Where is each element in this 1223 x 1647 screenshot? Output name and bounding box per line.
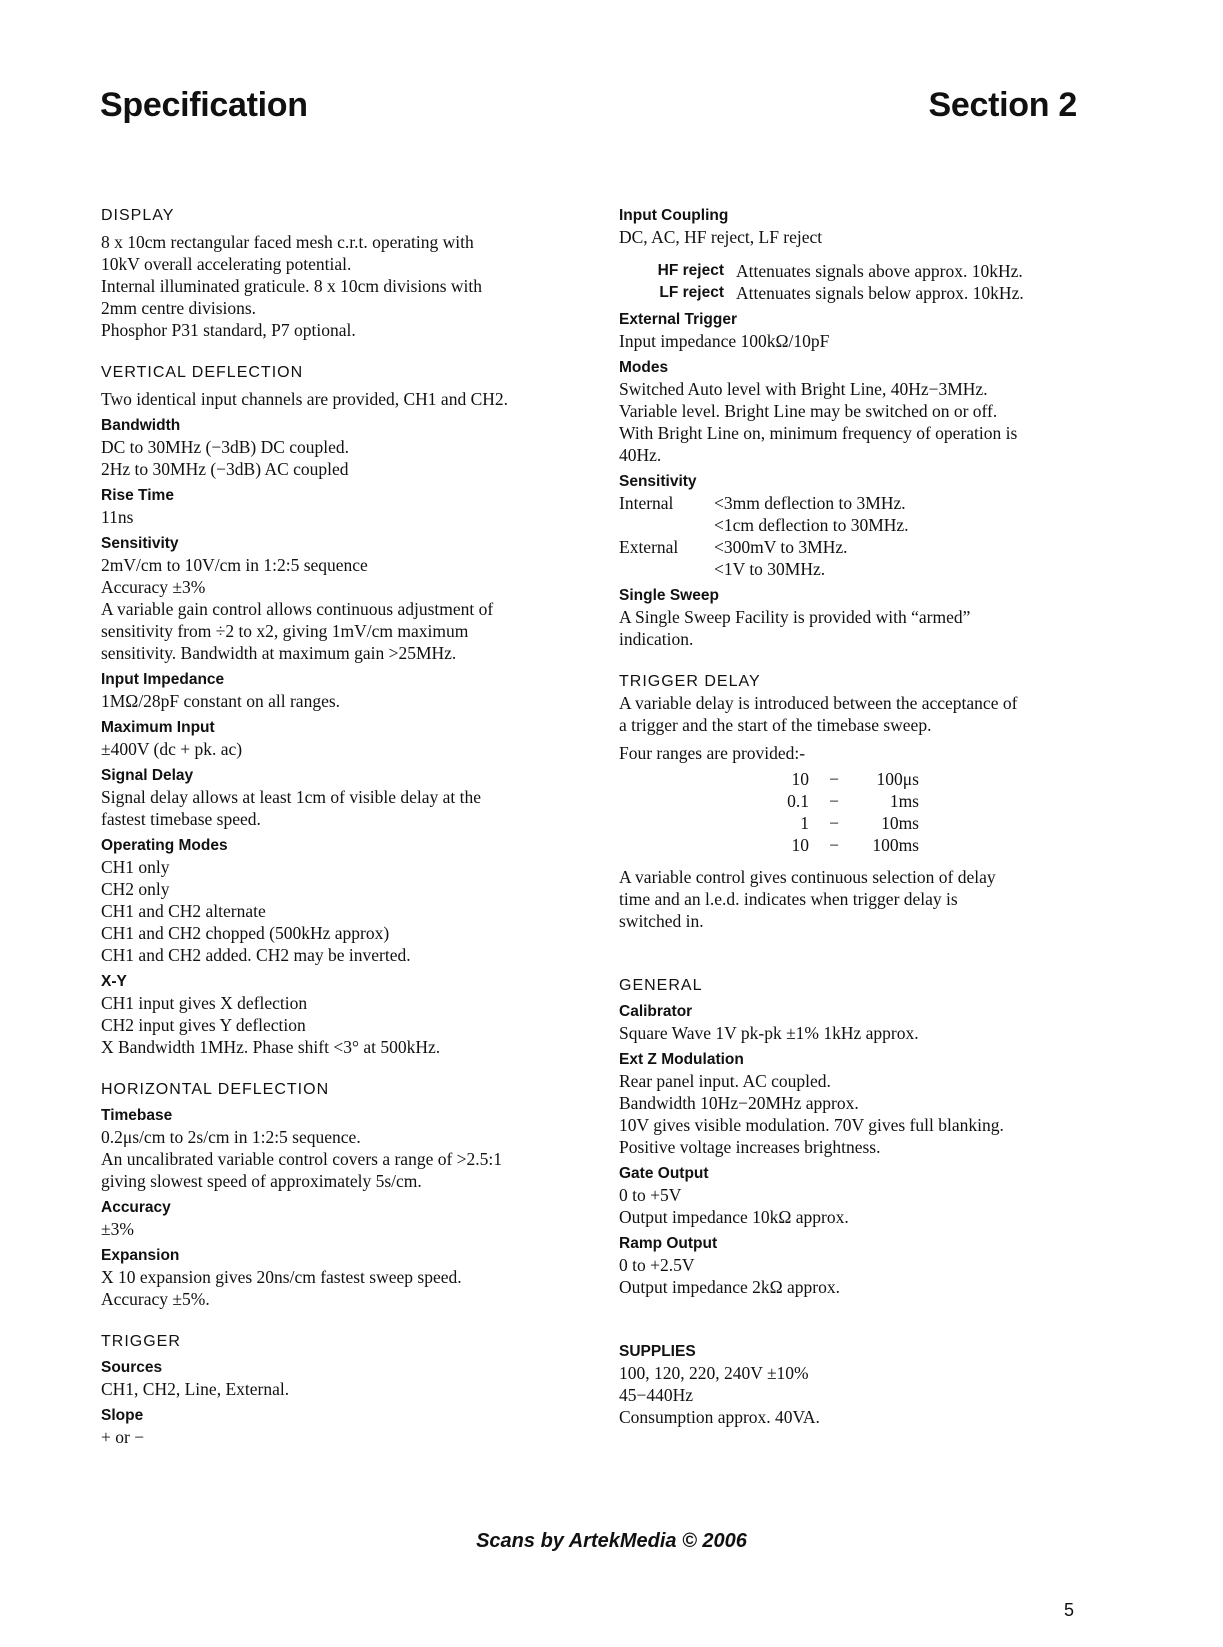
reject-description: Attenuates signals below approx. 10kHz.	[736, 283, 1024, 303]
range-row	[769, 834, 1089, 856]
vertical-intro-line: Two identical input channels are provided, CH1 and CH2.	[101, 389, 509, 409]
left-column	[101, 206, 581, 1448]
range-dash: −	[829, 791, 839, 811]
ranges-intro	[619, 742, 1089, 764]
range-from: 10	[791, 835, 809, 855]
range-row	[769, 768, 1089, 790]
sensitivity-line: sensitivity from ÷2 to x2, giving 1mV/cm maximum	[101, 621, 469, 641]
range-table	[769, 768, 1089, 856]
supplies-line: Consumption approx. 40VA.	[619, 1407, 820, 1427]
expansion-line: X 10 expansion gives 20ns/cm fastest sweep speed.	[101, 1267, 462, 1287]
ext-z-modulation-text	[619, 1070, 1089, 1158]
scan-credit: Scans by ArtekMedia © 2006	[476, 1530, 747, 1552]
trigger-delay-outro-line: time and an l.e.d. indicates when trigger delay is	[619, 889, 958, 909]
supplies-line: 45−440Hz	[619, 1385, 694, 1405]
xy-line: CH1 input gives X deflection	[101, 993, 308, 1013]
ramp-output-text	[619, 1254, 1089, 1298]
display-line: 10kV overall accelerating potential.	[101, 254, 352, 274]
timebase-line: An uncalibrated variable control covers a range of >2.5:1	[101, 1149, 503, 1169]
display-line: Phosphor P31 standard, P7 optional.	[101, 320, 356, 340]
input-coupling-text	[619, 226, 1089, 248]
vertical-intro	[101, 388, 581, 410]
sensitivity-value: <3mm deflection to 3MHz.	[714, 493, 906, 513]
trigger-delay-outro-line: switched in.	[619, 911, 704, 931]
reject-label: LF reject	[659, 284, 724, 301]
supplies-text	[619, 1362, 1089, 1428]
timebase-text	[101, 1126, 581, 1192]
trigger-delay-outro-line: A variable control gives continuous selection of delay	[619, 867, 996, 887]
bandwidth-line: DC to 30MHz (−3dB) DC coupled.	[101, 437, 350, 457]
expansion-line: Accuracy ±5%.	[101, 1289, 210, 1309]
external-trigger-line: Input impedance 100kΩ/10pF	[619, 331, 830, 351]
rise-time-heading: Rise Time	[101, 487, 174, 504]
accuracy-heading: Accuracy	[101, 1199, 171, 1216]
trigger-delay-line: A variable delay is introduced between the acceptance of	[619, 693, 1018, 713]
reject-row	[619, 260, 1089, 282]
signal-delay-line: Signal delay allows at least 1cm of visible delay at the	[101, 787, 482, 807]
bandwidth-text	[101, 436, 581, 480]
accuracy-line: ±3%	[101, 1219, 134, 1239]
ext-z-modulation-heading: Ext Z Modulation	[619, 1051, 744, 1068]
slope-heading: Slope	[101, 1407, 144, 1424]
right-column	[619, 206, 1089, 1428]
gate-output-line: 0 to +5V	[619, 1185, 682, 1205]
sensitivity-line: A variable gain control allows continuous adjustment of	[101, 599, 494, 619]
xy-line: CH2 input gives Y deflection	[101, 1015, 306, 1035]
trigger-delay-line: a trigger and the start of the timebase sweep.	[619, 715, 932, 735]
modes-line: With Bright Line on, minimum frequency of operation is	[619, 423, 1018, 443]
signal-delay-heading: Signal Delay	[101, 767, 194, 784]
display-text	[101, 231, 581, 341]
calibrator-heading: Calibrator	[619, 1003, 693, 1020]
operating-mode-line: CH1 and CH2 added. CH2 may be inverted.	[101, 945, 411, 965]
timebase-line: 0.2μs/cm to 2s/cm in 1:2:5 sequence.	[101, 1127, 361, 1147]
supplies-heading: SUPPLIES	[619, 1343, 696, 1360]
horizontal-deflection-heading: HORIZONTAL DEFLECTION	[101, 1081, 330, 1098]
sensitivity-value: <1cm deflection to 30MHz.	[714, 515, 909, 535]
operating-mode-line: CH1 and CH2 chopped (500kHz approx)	[101, 923, 390, 943]
expansion-heading: Expansion	[101, 1247, 180, 1264]
operating-mode-line: CH1 and CH2 alternate	[101, 901, 266, 921]
range-to: 100μs	[876, 769, 919, 789]
ramp-output-line: Output impedance 2kΩ approx.	[619, 1277, 841, 1297]
modes-line: Switched Auto level with Bright Line, 40Hz−3MHz.	[619, 379, 988, 399]
trigger-delay-outro	[619, 866, 1089, 932]
single-sweep-line: A Single Sweep Facility is provided with “armed”	[619, 607, 971, 627]
calibrator-text	[619, 1022, 1089, 1044]
gate-output-line: Output impedance 10kΩ approx.	[619, 1207, 849, 1227]
sensitivity-line: Accuracy ±3%	[101, 577, 206, 597]
reject-table	[619, 260, 1089, 304]
sensitivity-label	[619, 558, 714, 580]
signal-delay-line: fastest timebase speed.	[101, 809, 261, 829]
input-coupling-line: DC, AC, HF reject, LF reject	[619, 227, 823, 247]
trigger-heading: TRIGGER	[101, 1333, 181, 1350]
xy-line: X Bandwidth 1MHz. Phase shift <3° at 500kHz.	[101, 1037, 441, 1057]
general-heading: GENERAL	[619, 977, 703, 994]
sensitivity-row	[619, 514, 1089, 536]
ext-z-line: Bandwidth 10Hz−20MHz approx.	[619, 1093, 859, 1113]
sensitivity-heading: Sensitivity	[101, 535, 179, 552]
page-title: Specification	[100, 86, 308, 124]
ext-z-line: Positive voltage increases brightness.	[619, 1137, 881, 1157]
rise-time-line: 11ns	[101, 507, 134, 527]
external-trigger-heading: External Trigger	[619, 311, 738, 328]
display-line: 8 x 10cm rectangular faced mesh c.r.t. operating with	[101, 232, 474, 252]
operating-mode-line: CH2 only	[101, 879, 170, 899]
xy-heading: X-Y	[101, 973, 127, 990]
modes-text	[619, 378, 1089, 466]
modes-line: 40Hz.	[619, 445, 662, 465]
sensitivity-row	[619, 536, 1089, 558]
reject-label: HF reject	[657, 262, 724, 279]
range-dash: −	[829, 835, 839, 855]
display-heading: DISPLAY	[101, 207, 175, 224]
trigger-delay-text	[619, 692, 1089, 736]
sensitivity-row	[619, 558, 1089, 580]
section-title: Section 2	[928, 86, 1077, 124]
reject-row	[619, 282, 1089, 304]
timebase-heading: Timebase	[101, 1107, 173, 1124]
slope-text	[101, 1426, 581, 1448]
bandwidth-heading: Bandwidth	[101, 417, 181, 434]
operating-modes-heading: Operating Modes	[101, 837, 228, 854]
operating-modes-text	[101, 856, 581, 966]
expansion-text	[101, 1266, 581, 1310]
range-from: 1	[800, 813, 809, 833]
range-row	[769, 812, 1089, 834]
sensitivity-label	[619, 514, 714, 536]
range-dash: −	[829, 813, 839, 833]
display-line: 2mm centre divisions.	[101, 298, 257, 318]
sensitivity-label: External	[619, 537, 679, 557]
page-number: 5	[1064, 1600, 1075, 1620]
input-impedance-line: 1MΩ/28pF constant on all ranges.	[101, 691, 341, 711]
range-from: 0.1	[787, 791, 809, 811]
supplies-line: 100, 120, 220, 240V ±10%	[619, 1363, 809, 1383]
range-row	[769, 790, 1089, 812]
trigger-delay-heading: TRIGGER DELAY	[619, 673, 761, 690]
slope-line: + or −	[101, 1427, 145, 1447]
ramp-output-heading: Ramp Output	[619, 1235, 718, 1252]
sensitivity-value: <1V to 30MHz.	[714, 559, 826, 579]
sources-heading: Sources	[101, 1359, 163, 1376]
range-dash: −	[829, 769, 839, 789]
maximum-input-heading: Maximum Input	[101, 719, 215, 736]
single-sweep-text	[619, 606, 1089, 650]
operating-mode-line: CH1 only	[101, 857, 170, 877]
xy-text	[101, 992, 581, 1058]
calibrator-line: Square Wave 1V pk-pk ±1% 1kHz approx.	[619, 1023, 919, 1043]
input-impedance-text	[101, 690, 581, 712]
sensitivity-line: sensitivity. Bandwidth at maximum gain >25MHz.	[101, 643, 457, 663]
sensitivity-label: Internal	[619, 493, 674, 513]
sensitivity-line: 2mV/cm to 10V/cm in 1:2:5 sequence	[101, 555, 368, 575]
trigger-sensitivity-table	[619, 492, 1089, 580]
external-trigger-text	[619, 330, 1089, 352]
trigger-sensitivity-heading: Sensitivity	[619, 473, 697, 490]
sources-text	[101, 1378, 581, 1400]
ramp-output-line: 0 to +2.5V	[619, 1255, 695, 1275]
ext-z-line: 10V gives visible modulation. 70V gives full blanking.	[619, 1115, 1004, 1135]
sensitivity-row	[619, 492, 1089, 514]
modes-heading: Modes	[619, 359, 669, 376]
ext-z-line: Rear panel input. AC coupled.	[619, 1071, 831, 1091]
sensitivity-text	[101, 554, 581, 664]
sensitivity-value: <300mV to 3MHz.	[714, 537, 848, 557]
bandwidth-line: 2Hz to 30MHz (−3dB) AC coupled	[101, 459, 349, 479]
gate-output-text	[619, 1184, 1089, 1228]
single-sweep-heading: Single Sweep	[619, 587, 719, 604]
single-sweep-line: indication.	[619, 629, 694, 649]
display-line: Internal illuminated graticule. 8 x 10cm divisions with	[101, 276, 483, 296]
input-impedance-heading: Input Impedance	[101, 671, 225, 688]
gate-output-heading: Gate Output	[619, 1165, 709, 1182]
vertical-deflection-heading: VERTICAL DEFLECTION	[101, 364, 304, 381]
range-to: 1ms	[889, 791, 919, 811]
input-coupling-heading: Input Coupling	[619, 207, 729, 224]
modes-line: Variable level. Bright Line may be switched on or off.	[619, 401, 998, 421]
ranges-intro-line: Four ranges are provided:-	[619, 743, 806, 763]
rise-time-text	[101, 506, 581, 528]
range-from: 10	[791, 769, 809, 789]
maximum-input-text	[101, 738, 581, 760]
accuracy-text	[101, 1218, 581, 1240]
range-to: 100ms	[872, 835, 919, 855]
maximum-input-line: ±400V (dc + pk. ac)	[101, 739, 243, 759]
timebase-line: giving slowest speed of approximately 5s/cm.	[101, 1171, 422, 1191]
sources-line: CH1, CH2, Line, External.	[101, 1379, 290, 1399]
range-to: 10ms	[881, 813, 919, 833]
signal-delay-text	[101, 786, 581, 830]
reject-description: Attenuates signals above approx. 10kHz.	[736, 261, 1023, 281]
